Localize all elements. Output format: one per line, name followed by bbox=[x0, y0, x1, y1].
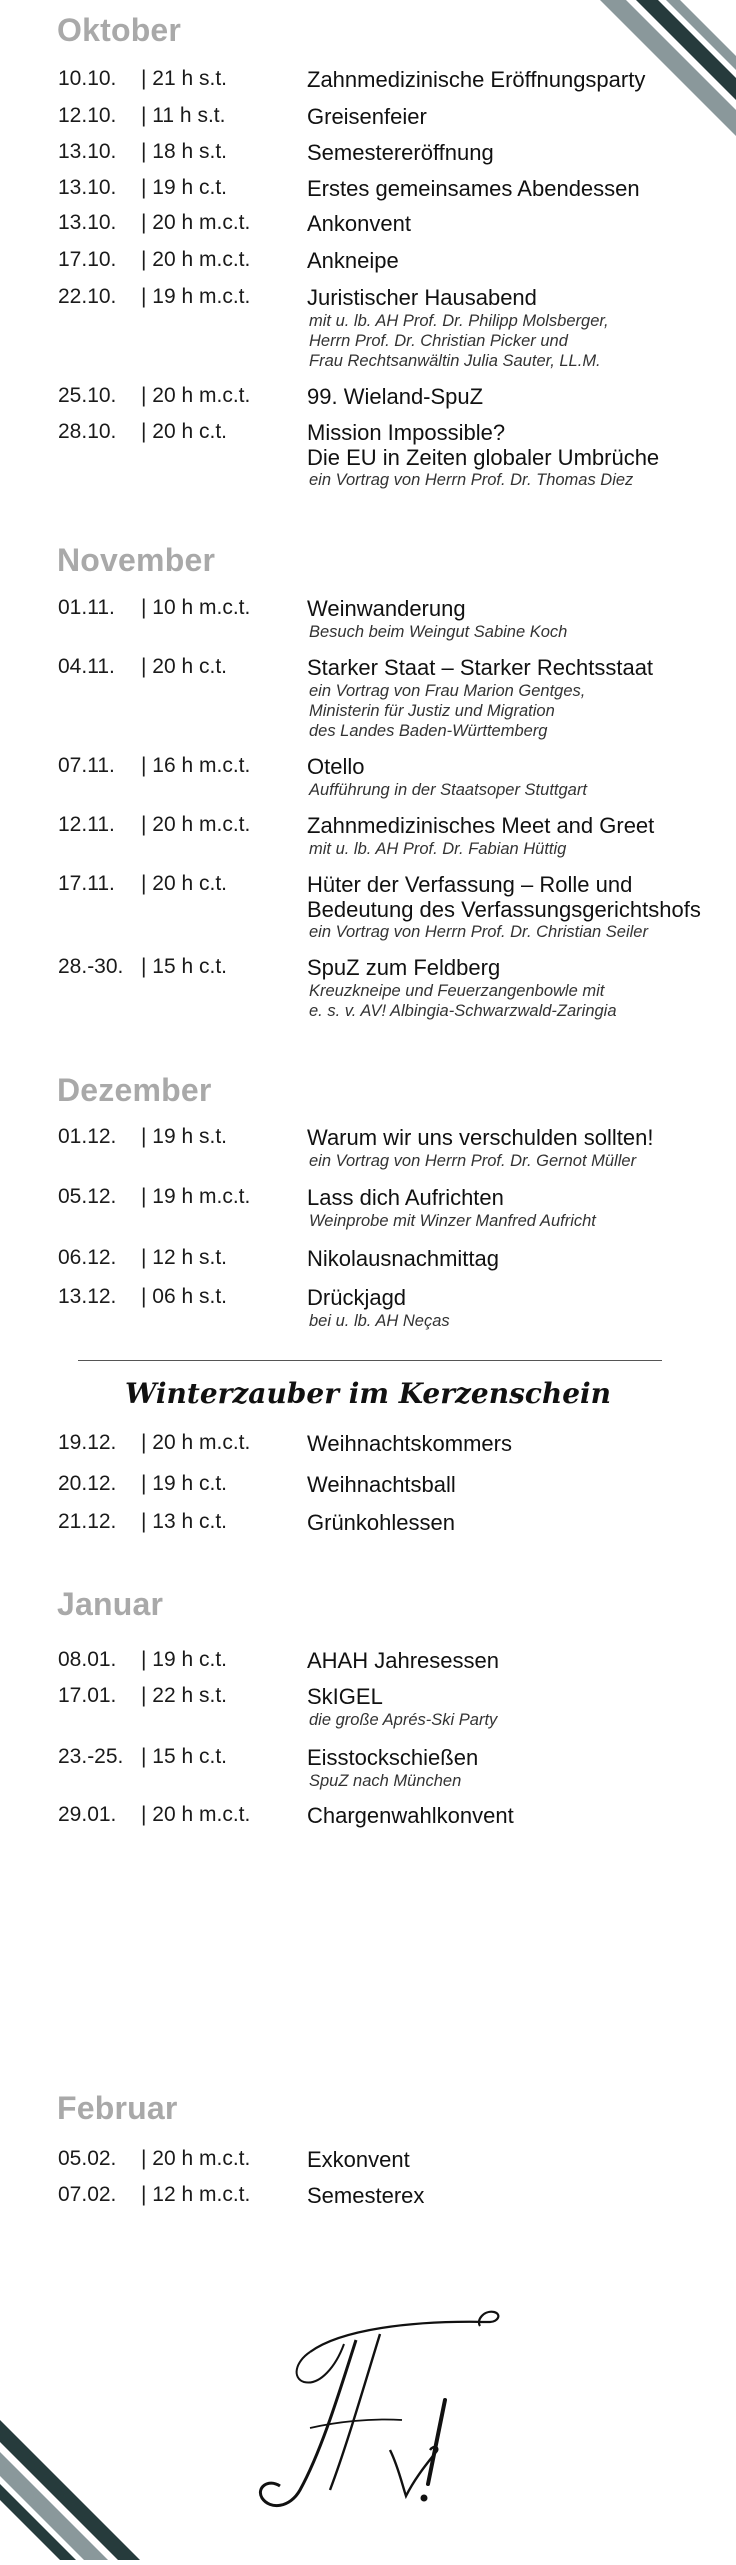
event-subtitle bbox=[309, 839, 719, 859]
logo-text bbox=[510, 2300, 511, 2301]
event-date: 23.-25. bbox=[58, 1745, 124, 1768]
event-date: 25.10. bbox=[58, 384, 117, 407]
event-time: | 18 h s.t. bbox=[141, 140, 227, 163]
event-time: | 20 h m.c.t. bbox=[141, 1431, 251, 1454]
event-time: | 20 h m.c.t. bbox=[141, 813, 251, 836]
event-title: Juristischer Hausabend bbox=[307, 285, 537, 310]
month-heading-oktober: Oktober bbox=[57, 12, 182, 48]
event-time: | 19 h m.c.t. bbox=[141, 285, 251, 308]
event-date: 13.10. bbox=[58, 176, 117, 199]
event-date: 29.01. bbox=[58, 1803, 117, 1826]
event-date: 06.12. bbox=[58, 1246, 117, 1269]
event-date: 01.12. bbox=[58, 1125, 117, 1148]
event-title: Drückjagd bbox=[307, 1285, 407, 1310]
event-date: 10.10. bbox=[58, 67, 117, 90]
event-date: 08.01. bbox=[58, 1648, 117, 1671]
subtitle-line: Herrn Prof. Dr. Christian Picker und bbox=[309, 332, 568, 350]
event-time: | 20 h m.c.t. bbox=[141, 248, 251, 271]
event-title: Eisstockschießen bbox=[307, 1745, 479, 1770]
month-heading-januar: Januar bbox=[57, 1586, 164, 1622]
event-date: 17.01. bbox=[58, 1684, 117, 1707]
event-title: Nikolausnachmittag bbox=[307, 1246, 499, 1271]
event-time: | 12 h s.t. bbox=[141, 1246, 227, 1269]
event-title: 99. Wieland-SpuZ bbox=[307, 384, 484, 409]
bottom-left-stripes bbox=[0, 2420, 140, 2560]
section-divider bbox=[78, 1360, 662, 1361]
subtitle-line: mit u. lb. AH Prof. Dr. Philipp Molsberger, bbox=[309, 312, 609, 330]
event-subtitle bbox=[309, 780, 719, 800]
event-date: 17.11. bbox=[58, 872, 115, 895]
event-time: | 11 h s.t. bbox=[141, 104, 226, 127]
event-date: 01.11. bbox=[58, 596, 115, 619]
event-time: | 21 h s.t. bbox=[141, 67, 227, 90]
event-title: Otello bbox=[307, 754, 365, 779]
event-time: | 20 h m.c.t. bbox=[141, 1803, 251, 1826]
event-title: Weinwanderung bbox=[307, 596, 466, 621]
event-subtitle bbox=[309, 470, 719, 490]
event-date: 05.12. bbox=[58, 1185, 117, 1208]
event-date: 07.11. bbox=[58, 754, 115, 777]
title-line: Hüter der Verfassung – Rolle und bbox=[307, 872, 633, 897]
event-subtitle bbox=[309, 1311, 719, 1331]
event-time: | 20 h c.t. bbox=[141, 872, 227, 895]
event-title: Erstes gemeinsames Abendessen bbox=[307, 176, 640, 201]
event-date: 20.12. bbox=[58, 1472, 117, 1495]
event-time: | 06 h s.t. bbox=[141, 1285, 227, 1308]
event-date: 13.10. bbox=[58, 211, 117, 234]
subtitle-line: Ministerin für Justiz und Migration bbox=[309, 702, 555, 720]
event-subtitle bbox=[309, 1151, 719, 1171]
event-title bbox=[307, 872, 727, 922]
event-subtitle bbox=[309, 681, 719, 741]
event-time: | 19 h c.t. bbox=[141, 1648, 227, 1671]
subtitle-line: Frau Rechtsanwältin Julia Sauter, LL.M. bbox=[309, 352, 601, 370]
title-line: Bedeutung des Verfassungsgerichtshofs bbox=[307, 897, 701, 922]
event-title: Weihnachtsball bbox=[307, 1472, 456, 1497]
subtitle-line: Besuch beim Weingut Sabine Koch bbox=[309, 623, 568, 641]
subtitle-line: des Landes Baden-Württemberg bbox=[309, 722, 548, 740]
event-date: 22.10. bbox=[58, 285, 117, 308]
subtitle-line: e. s. v. AV! Albingia-Schwarzwald-Zaringia bbox=[309, 1002, 617, 1020]
event-date: 21.12. bbox=[58, 1510, 117, 1533]
event-date: 04.11. bbox=[58, 655, 115, 678]
event-time: | 20 h c.t. bbox=[141, 420, 227, 443]
event-title: Ankneipe bbox=[307, 248, 399, 273]
event-title: Warum wir uns verschulden sollten! bbox=[307, 1125, 654, 1150]
event-title: Starker Staat – Starker Rechtsstaat bbox=[307, 655, 654, 680]
event-title: Greisenfeier bbox=[307, 104, 427, 129]
subtitle-line: Weinprobe mit Winzer Manfred Aufricht bbox=[309, 1212, 596, 1230]
event-title: AHAH Jahresessen bbox=[307, 1648, 499, 1673]
event-time: | 15 h c.t. bbox=[141, 955, 227, 978]
event-subtitle bbox=[309, 622, 719, 642]
event-date: 19.12. bbox=[58, 1431, 117, 1454]
stripes-bottom-graphic bbox=[0, 2420, 140, 2560]
title-line: Die EU in Zeiten globaler Umbrüche bbox=[307, 445, 660, 470]
event-title: Ankonvent bbox=[307, 211, 411, 236]
subtitle-line: ein Vortrag von Herrn Prof. Dr. Thomas Diez bbox=[309, 471, 634, 489]
event-title: SkIGEL bbox=[307, 1684, 383, 1709]
event-time: | 19 h c.t. bbox=[141, 176, 227, 199]
event-title: Zahnmedizinische Eröffnungsparty bbox=[307, 67, 646, 92]
event-subtitle bbox=[309, 1211, 719, 1231]
title-line: Mission Impossible? bbox=[307, 420, 506, 445]
subtitle-line: ein Vortrag von Herrn Prof. Dr. Christian Seiler bbox=[309, 923, 648, 941]
subtitle-line: Aufführung in der Staatsoper Stuttgart bbox=[309, 781, 587, 799]
event-time: | 13 h c.t. bbox=[141, 1510, 227, 1533]
event-time: | 16 h m.c.t. bbox=[141, 754, 251, 777]
event-date: 28.-30. bbox=[58, 955, 124, 978]
winter-section-heading: Winterzauber im Kerzenschein bbox=[124, 1377, 612, 1410]
event-title: Semestereröffnung bbox=[307, 140, 494, 165]
event-title: Exkonvent bbox=[307, 2147, 410, 2172]
event-time: | 19 h c.t. bbox=[141, 1472, 227, 1495]
event-time: | 19 h m.c.t. bbox=[141, 1185, 251, 1208]
event-date: 12.11. bbox=[58, 813, 115, 836]
event-subtitle bbox=[309, 311, 719, 371]
event-date: 13.12. bbox=[58, 1285, 117, 1308]
subtitle-line: mit u. lb. AH Prof. Dr. Fabian Hüttig bbox=[309, 840, 567, 858]
month-heading-dezember: Dezember bbox=[57, 1072, 212, 1108]
event-subtitle bbox=[309, 981, 719, 1021]
event-title: SpuZ zum Feldberg bbox=[307, 955, 501, 980]
month-heading-november: November bbox=[57, 542, 216, 578]
event-title: Semesterex bbox=[307, 2183, 425, 2208]
event-time: | 19 h s.t. bbox=[141, 1125, 227, 1148]
event-time: | 22 h s.t. bbox=[141, 1684, 227, 1707]
event-title: Chargenwahlkonvent bbox=[307, 1803, 514, 1828]
event-time: | 20 h m.c.t. bbox=[141, 211, 251, 234]
event-title: Lass dich Aufrichten bbox=[307, 1185, 504, 1210]
event-time: | 20 h m.c.t. bbox=[141, 2147, 251, 2170]
event-time: | 20 h m.c.t. bbox=[141, 384, 251, 407]
event-time: | 12 h m.c.t. bbox=[141, 2183, 251, 2206]
event-title: Weihnachtskommers bbox=[307, 1431, 512, 1456]
event-date: 17.10. bbox=[58, 248, 117, 271]
fraternity-logo bbox=[240, 2300, 510, 2530]
event-title: Grünkohlessen bbox=[307, 1510, 455, 1535]
event-date: 28.10. bbox=[58, 420, 117, 443]
event-subtitle bbox=[309, 1710, 719, 1730]
subtitle-line: Kreuzkneipe und Feuerzangenbowle mit bbox=[309, 982, 605, 1000]
subtitle-line: ein Vortrag von Frau Marion Gentges, bbox=[309, 682, 586, 700]
event-subtitle bbox=[309, 922, 719, 942]
subtitle-line: die große Aprés-Ski Party bbox=[309, 1711, 498, 1729]
event-title bbox=[307, 420, 727, 470]
subtitle-line: SpuZ nach München bbox=[309, 1772, 462, 1790]
event-time: | 20 h c.t. bbox=[141, 655, 227, 678]
event-title: Zahnmedizinisches Meet and Greet bbox=[307, 813, 655, 838]
subtitle-line: bei u. lb. AH Neças bbox=[309, 1312, 450, 1330]
event-date: 07.02. bbox=[58, 2183, 117, 2206]
event-time: | 15 h c.t. bbox=[141, 1745, 227, 1768]
event-date: 12.10. bbox=[58, 104, 117, 127]
event-subtitle bbox=[309, 1771, 719, 1791]
month-heading-februar: Februar bbox=[57, 2090, 178, 2126]
event-date: 13.10. bbox=[58, 140, 117, 163]
event-date: 05.02. bbox=[58, 2147, 117, 2170]
event-time: | 10 h m.c.t. bbox=[141, 596, 251, 619]
subtitle-line: ein Vortrag von Herrn Prof. Dr. Gernot Müller bbox=[309, 1152, 637, 1170]
fv-logo-graphic bbox=[240, 2300, 510, 2530]
